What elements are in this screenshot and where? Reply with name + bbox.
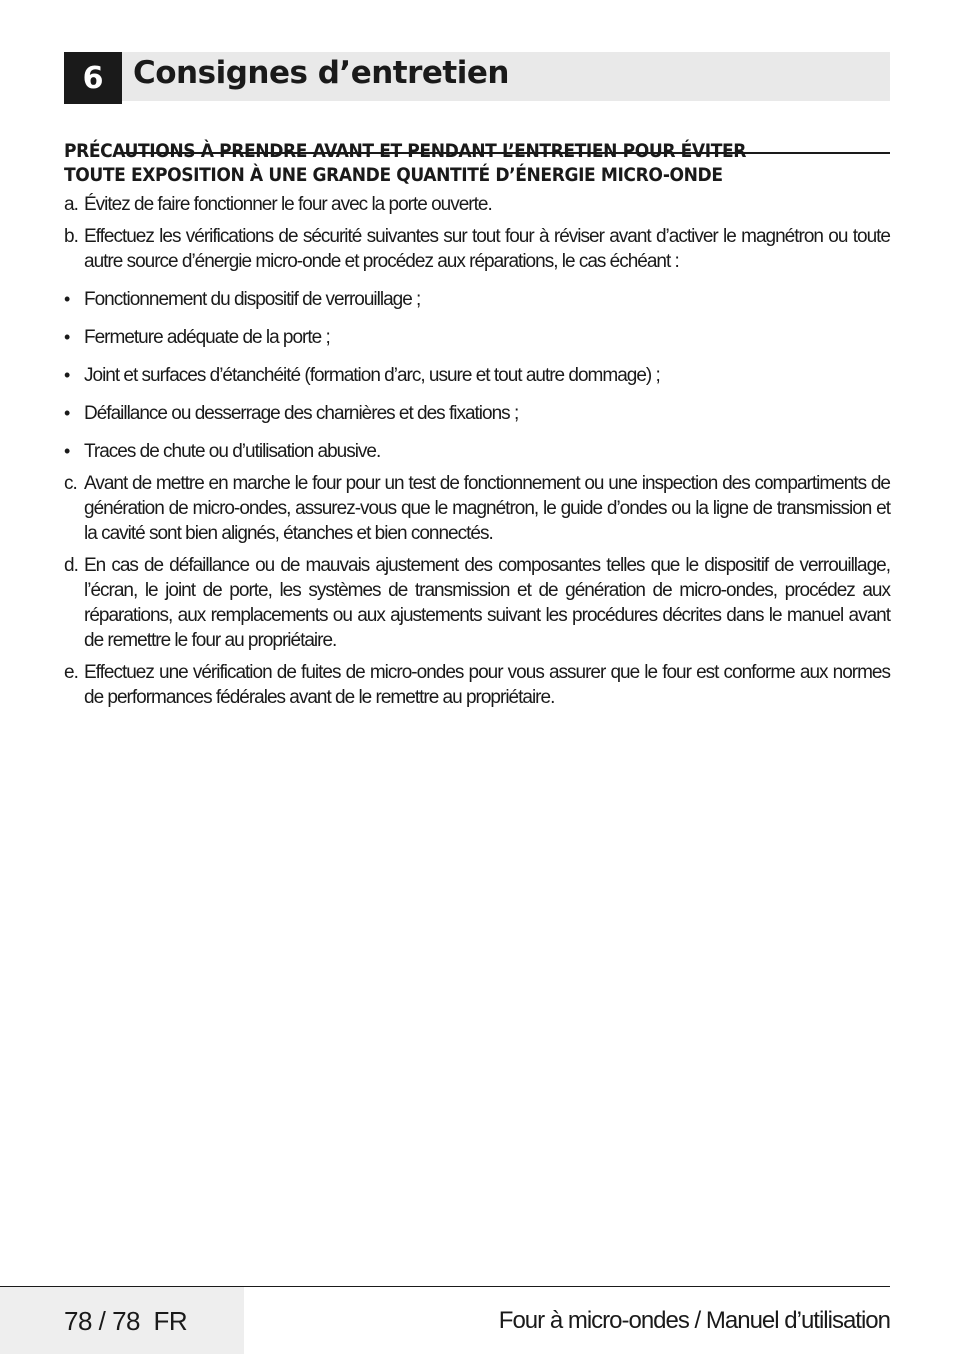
list-item-text: Effectuez une vérification de fuites de micro-ondes pour vous assurer que le four est conforme aux normes de performances fédérales avant de le remettre au propriétaire. bbox=[84, 662, 890, 708]
chapter-number: 6 bbox=[64, 52, 122, 104]
list-item-text: Fermeture adéquate de la porte ; bbox=[84, 327, 330, 348]
footer-document-title: Four à micro-ondes / Manuel d’utilisation bbox=[498, 1307, 890, 1334]
list-item-d bbox=[64, 553, 890, 653]
bullet-icon: • bbox=[64, 289, 70, 309]
list-marker: d. bbox=[64, 555, 78, 576]
list-marker: a. bbox=[64, 194, 78, 215]
list-item-e bbox=[64, 660, 890, 710]
list-item-c bbox=[64, 471, 890, 546]
bullet-item bbox=[64, 363, 890, 388]
list-item-text: Joint et surfaces d’étanchéité (formation d’arc, usure et tout autre dommage) ; bbox=[84, 365, 660, 386]
list-marker: c. bbox=[64, 473, 77, 494]
bullet-icon: • bbox=[64, 403, 70, 423]
bullet-item bbox=[64, 287, 890, 312]
list-marker: e. bbox=[64, 662, 78, 683]
bullet-icon: • bbox=[64, 327, 70, 347]
list-item-text: Traces de chute ou d’utilisation abusive. bbox=[84, 441, 381, 462]
list-item-text: En cas de défaillance ou de mauvais ajustement des composantes telles que le dispositif de verrouillage, l’écran, le joint de porte, les systèmes de transmission et de génération de micro-ondes, procédez aux réparations, aux remplacements ou aux ajustements suivant les procédures décrites dans le manuel avant de remettre le four au propriétaire. bbox=[84, 555, 890, 651]
section-heading-line-1: PRÉCAUTIONS À PRENDRE AVANT ET PENDANT L’ENTRETIEN POUR ÉVITER bbox=[64, 140, 747, 162]
bullet-item bbox=[64, 401, 890, 426]
chapter-header bbox=[64, 52, 890, 104]
list-item-a bbox=[64, 192, 890, 217]
bullet-item bbox=[64, 439, 890, 464]
page-number: 78 / 78 FR bbox=[64, 1306, 188, 1336]
list-item-text: Fonctionnement du dispositif de verrouillage ; bbox=[84, 289, 421, 310]
chapter-title: Consignes d’entretien bbox=[133, 55, 509, 91]
bullet-icon: • bbox=[64, 441, 70, 461]
list-item-text: Avant de mettre en marche le four pour un test de fonctionnement ou une inspection des compartiments de génération de micro-ondes, assurez-vous que le magnétron, le guide d’ondes ou la ligne de transmission et la cavité sont bien alignés, étanches et bien connectés. bbox=[84, 473, 890, 544]
section-heading-line-2: TOUTE EXPOSITION À UNE GRANDE QUANTITÉ D’ÉNERGIE MICRO-ONDE bbox=[64, 164, 723, 186]
section-heading bbox=[64, 139, 890, 187]
list-item-b bbox=[64, 224, 890, 274]
list-item-text: Défaillance ou desserrage des charnières et des fixations ; bbox=[84, 403, 519, 424]
list-item-text: Effectuez les vérifications de sécurité suivantes sur tout four à réviser avant d’activer le magnétron ou toute autre source d’énergie micro-onde et procédez aux réparations, le cas échéant : bbox=[84, 226, 890, 272]
bullet-item bbox=[64, 325, 890, 350]
main-content bbox=[64, 139, 890, 710]
bullet-icon: • bbox=[64, 365, 70, 385]
list-marker: b. bbox=[64, 226, 78, 247]
list-item-text: Évitez de faire fonctionner le four avec la porte ouverte. bbox=[84, 194, 492, 215]
